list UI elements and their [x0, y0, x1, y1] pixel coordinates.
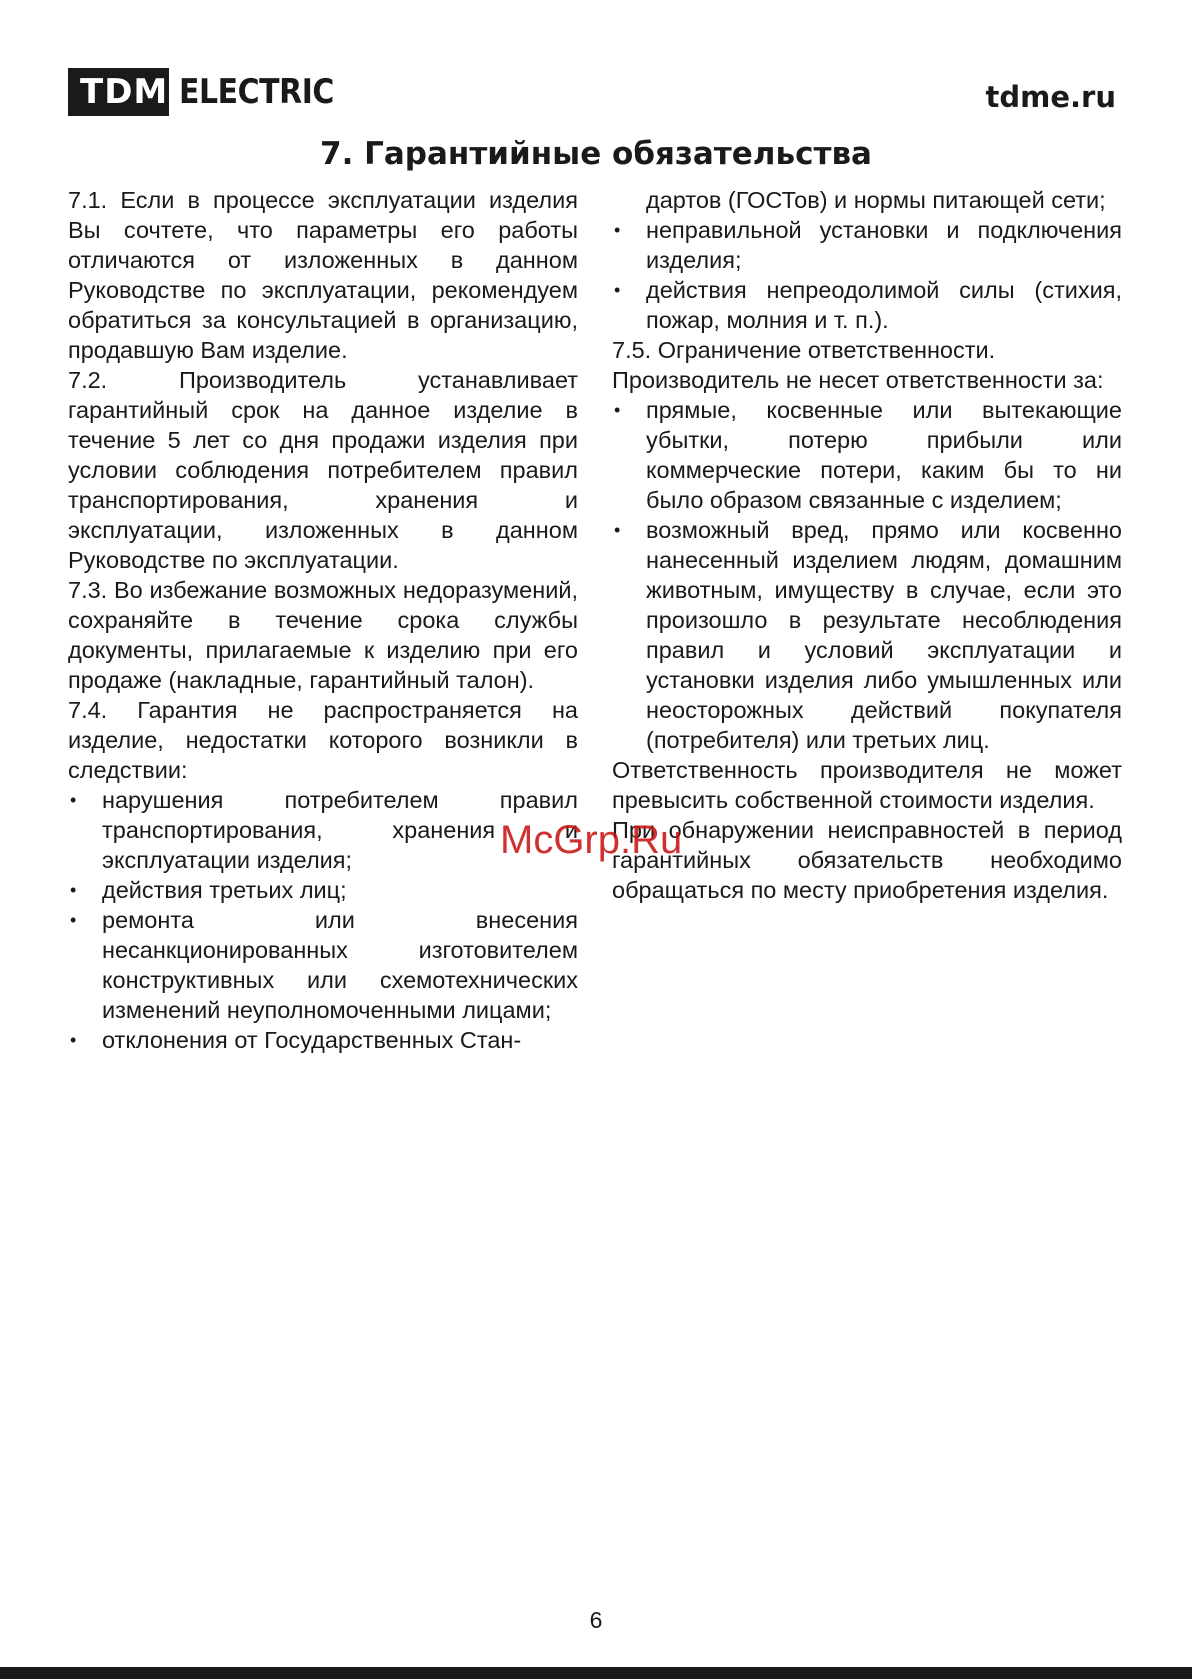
bottom-rule — [0, 1667, 1192, 1679]
list-item: • отклонения от Государственных Стан- — [68, 1025, 578, 1055]
right-column — [612, 185, 1122, 905]
exclusions-list — [68, 785, 578, 1055]
liability-list — [612, 395, 1122, 755]
left-column — [68, 185, 578, 1055]
logo-word: ELECTRIC — [179, 72, 334, 112]
list-item-continuation: дартов (ГОСТов) и нормы питающей сети; — [646, 187, 1106, 213]
list-item: • нарушения потребителем правил транспортирования, хранения и эксплуатации изделия; — [68, 785, 578, 875]
paragraph-7-1: 7.1. Если в процессе эксплуатации изделия Вы сочтете, что параметры его работы отличаются от изложенных в данном Руководстве по эксплуатации, рекомендуем обратиться за консультацией в организацию, продавшую Вам изделие. — [68, 187, 578, 363]
paragraph-7-5-intro: Производитель не несет ответственности за: — [612, 367, 1104, 393]
site-url: tdme.ru — [985, 80, 1116, 114]
paragraph-7-2: 7.2. Производитель устанавливает гарантийный срок на данное изделие в течение 5 лет со дня продажи изделия при условии соблюдения потребителем правил транспортирования, хранения и эксплуатации, изложенных в данном Руководстве по эксплуатации. — [68, 367, 578, 573]
paragraph-7-4: 7.4. Гарантия не распространяется на изделие, недостатки которого возникли в следствии: — [68, 697, 578, 783]
page-title: 7. Гарантийные обязательства — [320, 136, 872, 172]
paragraph-7-3: 7.3. Во избежание возможных недоразумений, сохраняйте в течение срока службы документы, прилагаемые к изделию при его продаже (накладные, гарантийный талон). — [68, 577, 578, 693]
watermark: McGrp.Ru — [500, 818, 683, 862]
paragraph-7-5-heading: 7.5. Ограничение ответственности. — [612, 337, 996, 363]
list-item: • ремонта или внесения несанкционированных изготовителем конструктивных или схемотехнических изменений неуполномоченными лицами; — [68, 905, 578, 1025]
list-item: • действия третьих лиц; — [68, 875, 578, 905]
brand-logo — [68, 68, 355, 116]
paragraph-defects: При обнаружении неисправностей в период гарантийных обязательств необходимо обращаться по месту приобретения изделия. — [612, 817, 1122, 903]
page-number: 6 — [589, 1607, 603, 1633]
exclusions-list-continued — [612, 215, 1122, 335]
list-item: • неправильной установки и подключения изделия; — [612, 215, 1122, 275]
list-item: • прямые, косвенные или вытекающие убытки, потерю прибыли или коммерческие потери, каким бы то ни было образом связанные с изделием; — [612, 395, 1122, 515]
list-item: • возможный вред, прямо или косвенно нанесенный изделием людям, домашним животным, имуществу в случае, если это произошло в результате несоблюдения правил и условий эксплуатации и установки изделия либо умышленных или неосторожных действий покупателя (потребителя) или третьих лиц. — [612, 515, 1122, 755]
list-item: • действия непреодолимой силы (стихия, пожар, молния и т. п.). — [612, 275, 1122, 335]
paragraph-liability-limit: Ответственность производителя не может превысить собственной стоимости изделия. — [612, 757, 1122, 813]
logo-box: TDM — [68, 68, 169, 116]
